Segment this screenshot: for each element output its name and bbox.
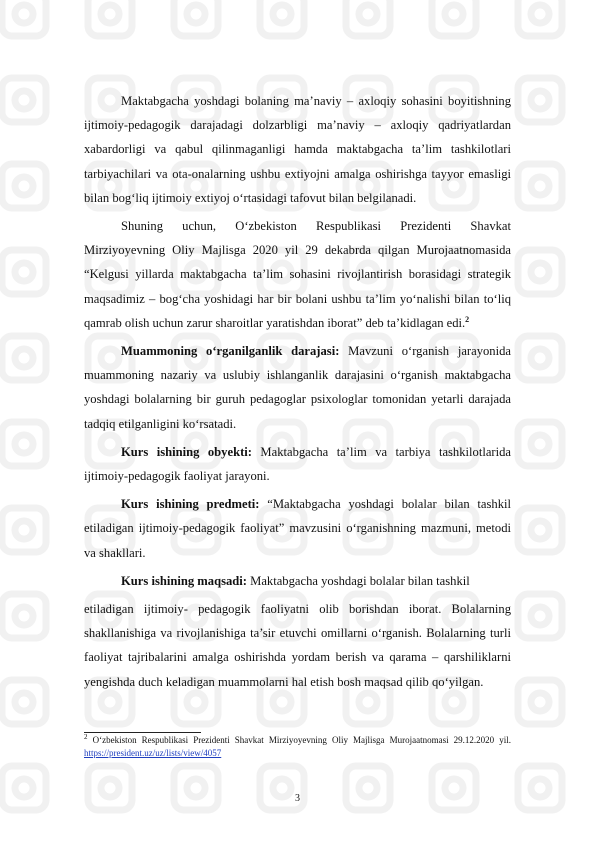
footnote-text: O‘zbekiston Respublikasi Prezidenti Shavkat Mirziyoyevning Oliy Majlisga Murojaatnomasi 29.12.2020 yil.	[87, 735, 511, 745]
watermark-tile-dot	[187, 693, 205, 711]
watermark-tile	[260, 0, 304, 36]
watermark-tile-dot	[15, 435, 33, 453]
page-number: 3	[295, 793, 300, 804]
paragraph-text: Mavzuni o‘rganish jarayonida muammoning nazariy va uslubiy ishlanganlik darajasini o‘rganish maktabgacha yoshdagi bolalarning bir guruh pedagoglar psixologlar tomonidan yetarli darajada tadqiq etilganligini ko‘rsatadi.	[84, 344, 511, 431]
watermark-tile-dot	[273, 693, 291, 711]
watermark-tile-dot	[15, 607, 33, 625]
section-heading: Kurs ishining obyekti:	[121, 444, 252, 459]
watermark-tile-dot	[101, 5, 119, 23]
watermark-tile-dot	[15, 693, 33, 711]
watermark-tile	[2, 422, 46, 466]
paragraph-text: “Maktabgacha yoshdagi bolalar bilan tashkil etiladigan ijtimoiy-pedagogik faoliyat” mavzusini o‘rganishning mazmuni, metodi va shakllari.	[84, 497, 511, 560]
watermark-tile	[88, 0, 132, 36]
watermark-tile-dot	[15, 263, 33, 281]
watermark-tile-dot	[531, 521, 549, 539]
watermark-tile-dot	[187, 5, 205, 23]
paragraph-study-level	[84, 339, 511, 436]
watermark-tile	[518, 680, 562, 724]
section-heading: Muammoning o‘rganilganlik darajasi:	[121, 344, 340, 359]
watermark-tile	[518, 336, 562, 380]
watermark-tile-dot	[359, 693, 377, 711]
section-heading: Kurs ishining maqsadi:	[121, 573, 247, 588]
watermark-tile-dot	[15, 5, 33, 23]
watermark-tile	[2, 680, 46, 724]
watermark-tile-dot	[531, 177, 549, 195]
paragraph-goal	[84, 569, 511, 593]
watermark-tile-dot	[445, 693, 463, 711]
watermark-tile-dot	[15, 349, 33, 367]
watermark-tile	[2, 508, 46, 552]
watermark-tile	[518, 508, 562, 552]
watermark-tile-dot	[531, 435, 549, 453]
watermark-tile-dot	[531, 607, 549, 625]
watermark-tile	[518, 0, 562, 36]
watermark-tile-dot	[15, 91, 33, 109]
paragraph-object	[84, 440, 511, 488]
watermark-tile	[2, 164, 46, 208]
paragraph-relevance	[84, 89, 511, 210]
watermark-tile-dot	[531, 263, 549, 281]
paragraph-text: Maktabgacha yoshdagi bolalar bilan tashkil	[246, 573, 470, 588]
paragraph-text: Maktabgacha ta’lim va tarbiya tashkilotlarida ijtimoiy-pedagogik faoliyat jarayoni.	[84, 444, 511, 484]
watermark-tile	[518, 250, 562, 294]
watermark-tile	[2, 250, 46, 294]
paragraph-text: Shuning uchun, O‘zbekiston Respublikasi Prezidenti Shavkat Mirziyoyevning Oliy Majlisga 2020 yil 29 dekabrda qilgan Murojaatnomasida “Kelgusi yillarda maktabgacha ta’lim sohasini rivojlantirish borasidagi strategik maqsadimiz – bog‘cha yoshidagi har bir bolani ushbu ta’lim yo‘nalishi bilan to‘liq qamrab olish uchun zarur sharoitlar yaratishdan iborat” deb ta’kidlagan edi.	[84, 219, 511, 330]
paragraph-subject	[84, 492, 511, 565]
watermark-tile-dot	[531, 91, 549, 109]
watermark-tile-dot	[15, 521, 33, 539]
footnote-reference[interactable]: 2	[465, 314, 470, 324]
body-text	[84, 89, 511, 694]
watermark-tile	[518, 594, 562, 638]
watermark-tile-dot	[101, 693, 119, 711]
footnote	[84, 734, 511, 760]
section-heading: Kurs ishining predmeti:	[121, 497, 260, 512]
paragraph-president-address	[84, 214, 511, 335]
watermark-tile	[174, 0, 218, 36]
watermark-tile	[346, 0, 390, 36]
watermark-tile-dot	[445, 5, 463, 23]
watermark-tile	[518, 78, 562, 122]
watermark-tile	[2, 0, 46, 36]
watermark-tile-dot	[531, 349, 549, 367]
watermark-tile-dot	[359, 5, 377, 23]
watermark-tile-dot	[15, 177, 33, 195]
watermark-tile-dot	[531, 5, 549, 23]
watermark-tile	[518, 164, 562, 208]
watermark-tile	[518, 422, 562, 466]
watermark-tile	[2, 594, 46, 638]
footnote-number: 2	[84, 733, 88, 741]
watermark-tile	[432, 0, 476, 36]
paragraph-text: etiladigan ijtimoiy- pedagogik faoliyatni olib borishdan iborat. Bolalarning shakllanishiga va rivojlanishiga ta’sir etuvchi omillarni o‘rganish. Bolalarning turli faoliyat tajribalarini amalga oshirishda yordam berish va qarama – qarshiliklarni yengishda duch keladigan muammolarni hal etish bosh maqsad qilib qo‘yilgan.	[84, 602, 511, 689]
footnote-divider	[84, 732, 201, 733]
watermark-tile-dot	[531, 693, 549, 711]
footnote-link[interactable]: https://president.uz/uz/lists/view/4057	[84, 748, 222, 758]
watermark-tile	[2, 336, 46, 380]
watermark-tile-dot	[273, 5, 291, 23]
watermark-tile	[2, 78, 46, 122]
paragraph-goal-continued	[84, 597, 511, 694]
paragraph-text: Maktabgacha yoshdagi bolaning ma’naviy – axloqiy sohasini boyitishning ijtimoiy-pedagogik darajadagi dolzarbligi ma’naviy – axloqiy qadriyatlardan xabardorligi va qabul qilinmaganligi hamda maktabgacha ta’lim tashkilotlari tarbiyachilari va ota-onalarning ushbu extiyojni amalga oshirishga tayyor emasligi bilan bog‘liq ijtimoiy extiyoj o‘rtasidagi tafovut bilan belgilanadi.	[84, 94, 511, 205]
